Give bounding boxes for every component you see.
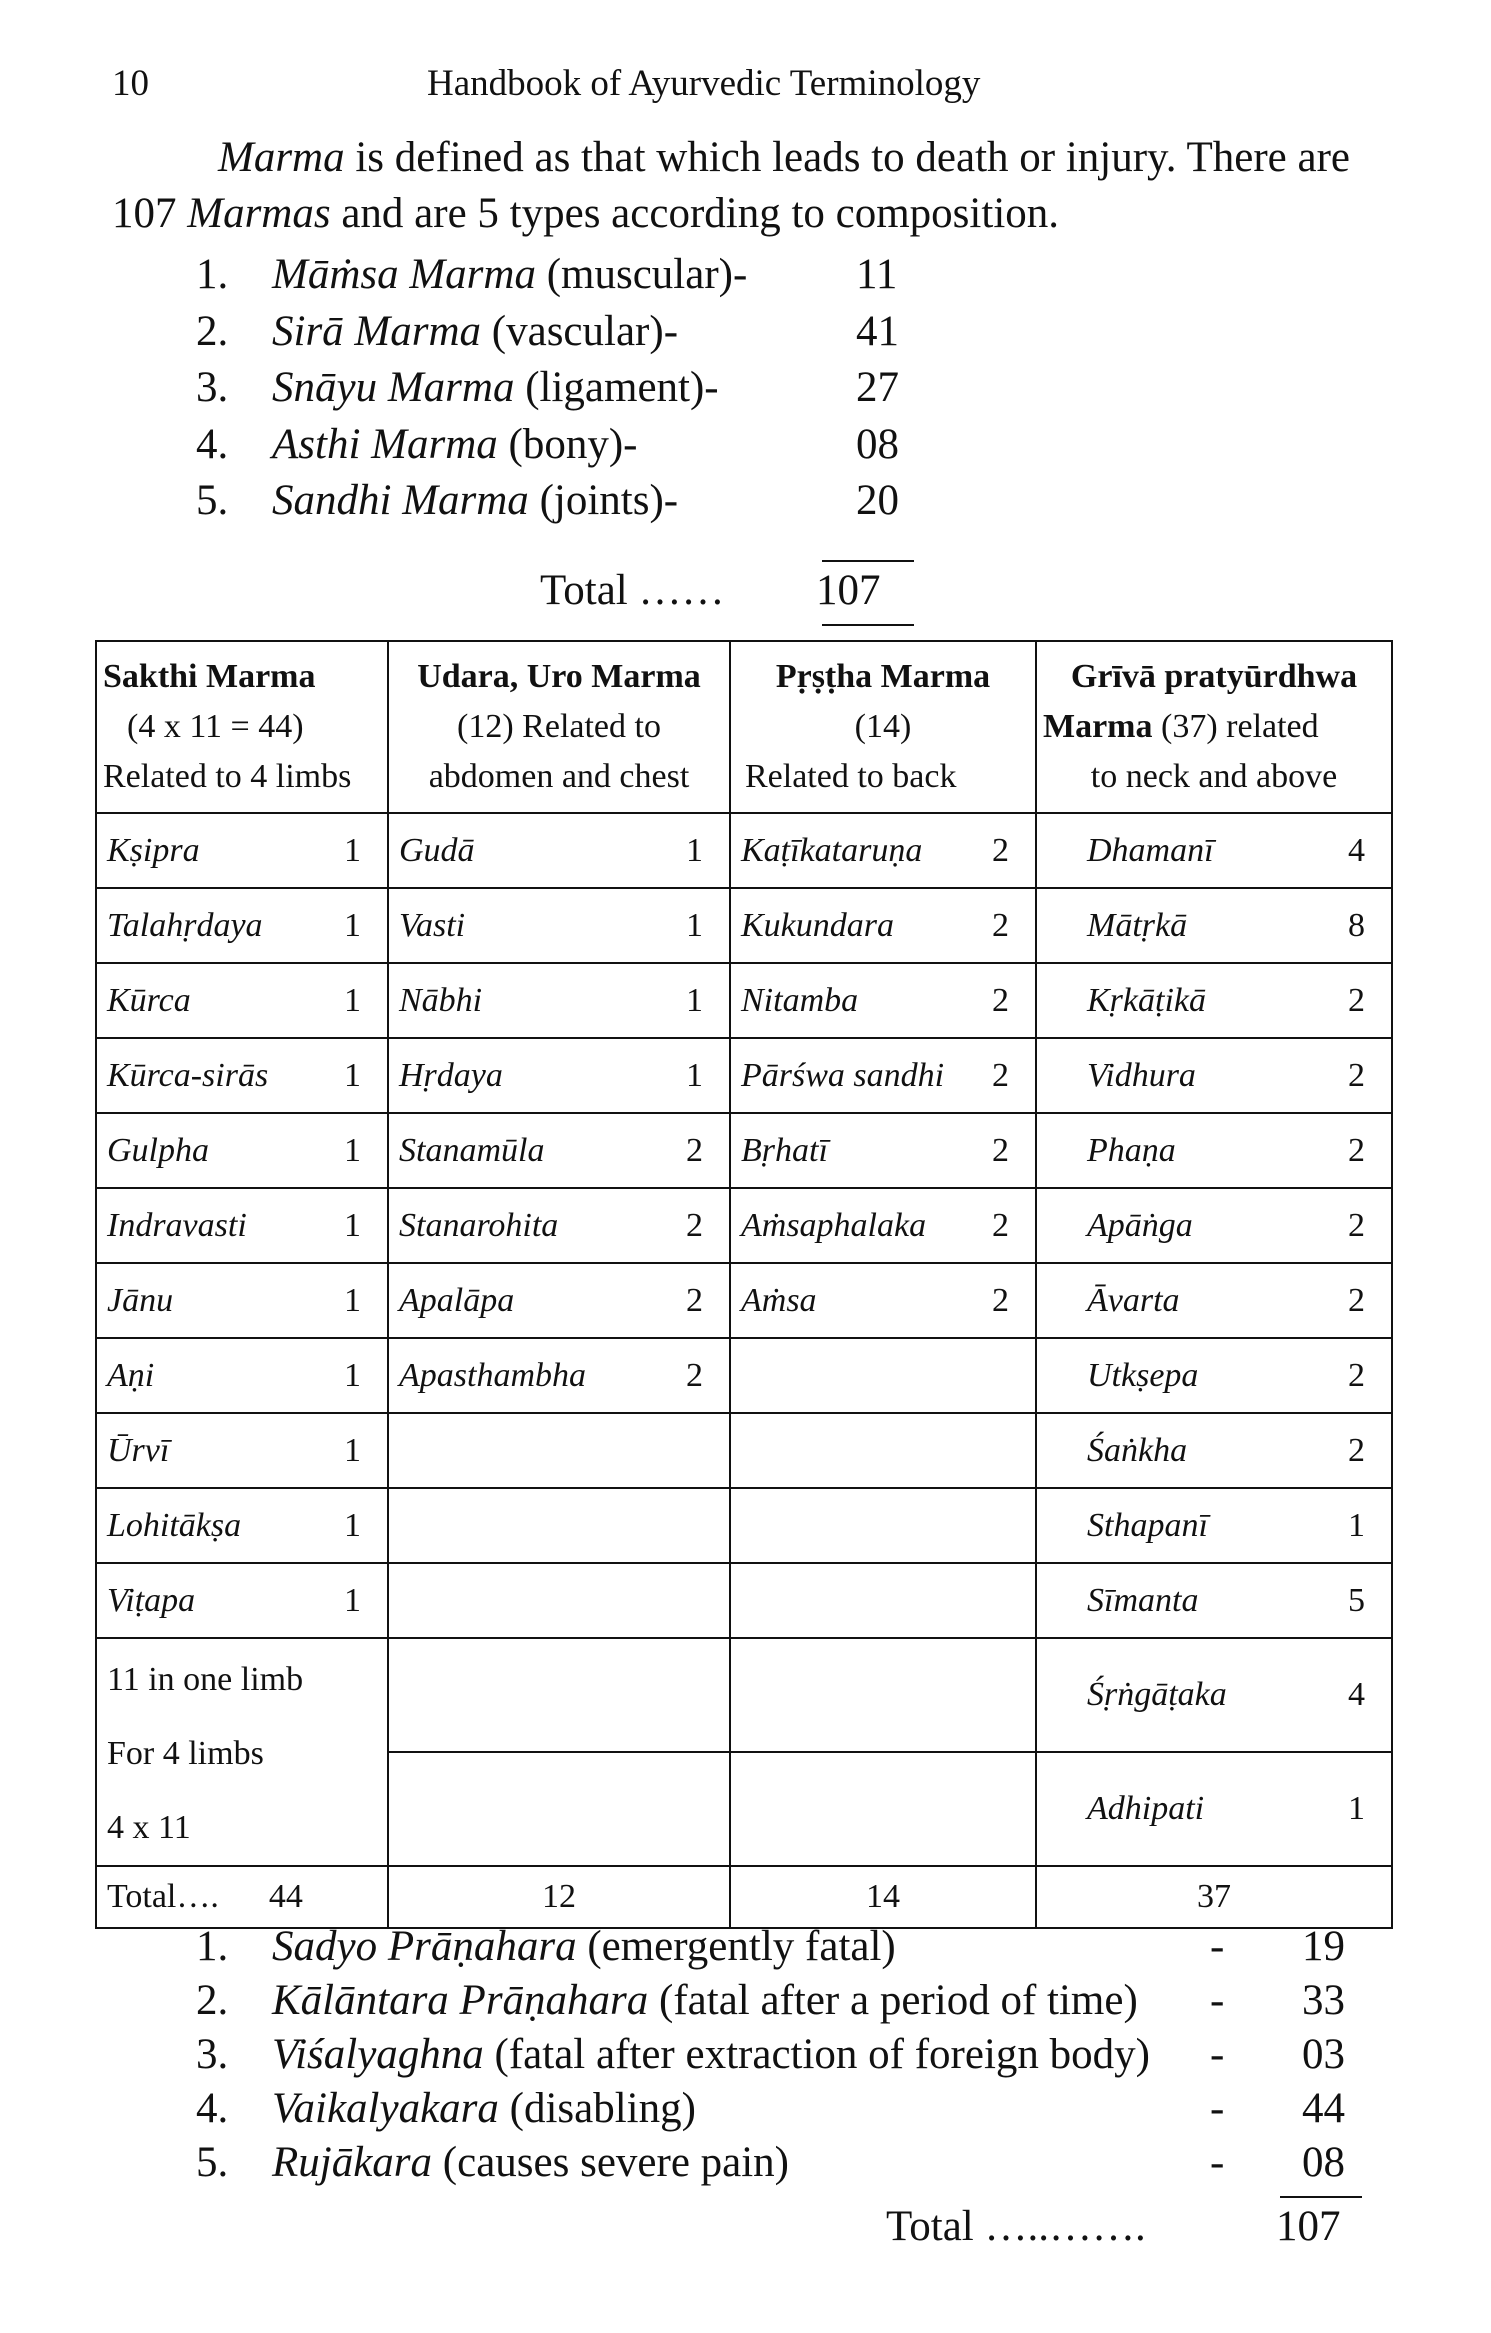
marma-name: Nitamba: [741, 981, 859, 1019]
marma-count: 2: [1348, 1131, 1365, 1169]
table-cell: [1036, 1488, 1392, 1563]
table-cell: [96, 888, 388, 963]
table-cell: [1036, 1752, 1392, 1866]
header-udara: Udara, Uro Marma (12) Related to abdomen and chest: [388, 641, 730, 813]
marma-count: 2: [992, 906, 1009, 944]
marma-count: 2: [992, 1281, 1009, 1319]
table-cell: [1036, 888, 1392, 963]
table-cell: [96, 1113, 388, 1188]
marma-name: Utkṣepa: [1087, 1356, 1199, 1394]
table-cell: [96, 1563, 388, 1638]
marma-types-list: [196, 250, 956, 533]
marma-name: Indravasti: [107, 1206, 247, 1244]
marma-name: Mātṛkā: [1087, 906, 1188, 944]
marma-count: 8: [1348, 906, 1365, 944]
table-cell: [1036, 813, 1392, 888]
table-row: [96, 1263, 1392, 1338]
sakthi-note: [96, 1638, 388, 1866]
marma-name: Bṛhatī: [741, 1131, 828, 1169]
total-cell: 12: [388, 1866, 730, 1928]
marma-name: Viṭapa: [107, 1581, 196, 1619]
list-item: 4. Vaikalyakara (disabling) - 44: [196, 2085, 1345, 2132]
marma-name: Sthapanī: [1087, 1506, 1208, 1544]
total-cell: 14: [730, 1866, 1036, 1928]
marma-name: Kūrca: [107, 981, 191, 1019]
marma-name: Vasti: [399, 906, 466, 944]
empty-cell: [388, 1563, 730, 1638]
marma-table: [95, 640, 1393, 1929]
list-item: 5. Rujākara (causes severe pain) - 08: [196, 2139, 1345, 2186]
marma-count: 1: [344, 1431, 361, 1469]
marma-name: Gulpha: [107, 1131, 209, 1169]
marma-count: 2: [1348, 1281, 1365, 1319]
empty-cell: [730, 1338, 1036, 1413]
marma-count: 1: [686, 1056, 703, 1094]
marma-count: 4: [1348, 831, 1365, 869]
marma-name: Dhamanī: [1087, 831, 1214, 869]
intro-line2-start: 107: [112, 190, 188, 237]
table-cell: [1036, 1038, 1392, 1113]
list-item: 1. Sadyo Prāṇahara (emergently fatal) - 19: [196, 1923, 1345, 1970]
marma-name: Nābhi: [399, 981, 483, 1019]
marma-name: Phaṇa: [1087, 1131, 1176, 1169]
table-cell: [730, 1263, 1036, 1338]
list-item: 1. Māṁsa Marma (muscular)- 11: [196, 251, 898, 298]
total-value: 44: [268, 1878, 303, 1915]
page-number: 10: [112, 63, 149, 104]
marma-name: Apasthambha: [399, 1356, 586, 1394]
table-cell: [388, 1338, 730, 1413]
empty-cell: [388, 1413, 730, 1488]
table-cell: [730, 813, 1036, 888]
table-cell: [730, 1113, 1036, 1188]
table-cell: [388, 888, 730, 963]
intro-line1: is defined as that which leads to death or injury. There are: [344, 134, 1350, 181]
list-item: 2. Kālāntara Prāṇahara (fatal after a period of time) - 33: [196, 1977, 1345, 2024]
marma-count: 2: [1348, 1056, 1365, 1094]
marma-count: 2: [992, 1131, 1009, 1169]
marma-name: Kukundara: [741, 906, 894, 944]
marma-name: Kṣipra: [107, 831, 200, 869]
empty-cell: [388, 1638, 730, 1752]
marma-count: 1: [344, 1206, 361, 1244]
classes-total-rule: [1280, 2196, 1362, 2198]
empty-cell: [388, 1488, 730, 1563]
total-label: Total….: [107, 1878, 219, 1915]
table-cell: [96, 1338, 388, 1413]
table-cell: [1036, 1338, 1392, 1413]
table-row: [96, 1563, 1392, 1638]
empty-cell: [730, 1413, 1036, 1488]
marma-name: Apāṅga: [1087, 1206, 1193, 1244]
intro-term-plural: Marmas: [187, 190, 331, 237]
note-line: For 4 limbs: [107, 1735, 264, 1772]
classes-total: [196, 2202, 1396, 2256]
marma-count: 2: [686, 1131, 703, 1169]
marma-name: Śṛṅgāṭaka: [1087, 1676, 1227, 1713]
running-header: [112, 62, 1382, 112]
marma-name: Aṁsaphalaka: [741, 1206, 927, 1244]
marma-name: Apalāpa: [399, 1281, 515, 1319]
table-cell: [96, 1413, 388, 1488]
marma-name: Talahṛdaya: [107, 906, 263, 944]
table-cell: [730, 1038, 1036, 1113]
table-row: [96, 1188, 1392, 1263]
table-cell: [96, 1488, 388, 1563]
intro-paragraph: [112, 130, 1392, 242]
marma-count: 1: [344, 981, 361, 1019]
table-cell: [730, 963, 1036, 1038]
marma-name: Sīmanta: [1087, 1581, 1199, 1619]
marma-count: 1: [344, 1131, 361, 1169]
empty-cell: [730, 1638, 1036, 1752]
table-header-row: [96, 641, 1392, 813]
table-row: [96, 1413, 1392, 1488]
empty-cell: [730, 1488, 1036, 1563]
table-cell: [96, 1263, 388, 1338]
table-row: [96, 1038, 1392, 1113]
marma-count: 2: [1348, 1431, 1365, 1469]
table-cell: [1036, 1638, 1392, 1752]
table-row: [96, 813, 1392, 888]
marma-name: Stanamūla: [399, 1131, 545, 1169]
table-row: [96, 1338, 1392, 1413]
table-row: [96, 888, 1392, 963]
marma-classification-list: [196, 1922, 1396, 2192]
table-row: [96, 1638, 1392, 1752]
table-cell: [1036, 1188, 1392, 1263]
table-cell: [1036, 963, 1392, 1038]
empty-cell: [730, 1752, 1036, 1866]
table-cell: [96, 963, 388, 1038]
table-cell: [388, 963, 730, 1038]
marma-count: 2: [1348, 1356, 1365, 1394]
types-total-label: Total ……: [540, 567, 725, 614]
list-item: 4. Asthi Marma (bony)- 08: [196, 420, 899, 468]
marma-count: 1: [344, 1581, 361, 1619]
note-line: 4 x 11: [107, 1809, 191, 1846]
list-item: 2. Sirā Marma (vascular)- 41: [196, 307, 899, 355]
marma-count: 1: [1348, 1790, 1365, 1827]
marma-name: Vidhura: [1087, 1056, 1196, 1094]
intro-line2: and are 5 types according to composition.: [330, 190, 1060, 237]
marma-count: 1: [1348, 1506, 1365, 1544]
marma-name: Kaṭīkataruṇa: [741, 831, 923, 869]
marma-count: 2: [686, 1206, 703, 1244]
marma-count: 1: [344, 1281, 361, 1319]
running-title: Handbook of Ayurvedic Terminology: [427, 63, 981, 104]
marma-name: Āvarta: [1087, 1281, 1180, 1319]
marma-count: 2: [992, 831, 1009, 869]
marma-name: Kūrca-sirās: [107, 1056, 269, 1094]
empty-cell: [388, 1752, 730, 1866]
marma-count: 1: [686, 831, 703, 869]
table-cell: [730, 888, 1036, 963]
table-cell: [388, 813, 730, 888]
header-griva: Grīvā pratyūrdhwa Marma (37) related to neck and above: [1036, 641, 1392, 813]
marma-count: 1: [344, 906, 361, 944]
marma-name: Gudā: [399, 831, 475, 869]
marma-name: Stanarohita: [399, 1206, 559, 1244]
total-rule-top: [822, 560, 914, 562]
marma-count: 2: [992, 1056, 1009, 1094]
table-row: [96, 963, 1392, 1038]
classes-total-value: 107: [1276, 2203, 1341, 2250]
table-cell: [388, 1263, 730, 1338]
table-cell: [388, 1188, 730, 1263]
marma-count: 1: [344, 1056, 361, 1094]
marma-count: 1: [344, 1356, 361, 1394]
marma-count: 1: [686, 906, 703, 944]
table-cell: [730, 1188, 1036, 1263]
table-row: [96, 1488, 1392, 1563]
table-cell: [96, 813, 388, 888]
marma-count: 1: [686, 981, 703, 1019]
table-cell: [1036, 1263, 1392, 1338]
marma-count: 5: [1348, 1581, 1365, 1619]
marma-name: Aṁsa: [741, 1281, 817, 1319]
marma-count: 2: [992, 1206, 1009, 1244]
list-item: 3. Snāyu Marma (ligament)- 27: [196, 364, 899, 411]
total-cell: [96, 1866, 388, 1928]
table-row: [96, 1113, 1392, 1188]
intro-term: Marma: [218, 134, 345, 181]
list-item: 3. Viśalyaghna (fatal after extraction of foreign body) - 03: [196, 2031, 1345, 2078]
marma-count: 1: [344, 1506, 361, 1544]
marma-name: Aṇi: [107, 1356, 155, 1394]
types-total-value: 107: [816, 567, 881, 614]
classes-total-label: Total …..…….: [886, 2203, 1146, 2250]
marma-name: Pārśwa sandhi: [741, 1056, 945, 1094]
marma-count: 2: [686, 1356, 703, 1394]
empty-cell: [730, 1563, 1036, 1638]
marma-name: Kṛkāṭikā: [1087, 981, 1206, 1019]
header-prstha: Pṛṣṭha Marma (14) Related to back: [730, 641, 1036, 813]
table-cell: [1036, 1413, 1392, 1488]
total-rule-bottom: [822, 624, 914, 626]
marma-name: Hṛdaya: [399, 1056, 503, 1094]
marma-name: Ūrvī: [107, 1431, 170, 1469]
total-cell: 37: [1036, 1866, 1392, 1928]
table-cell: [388, 1038, 730, 1113]
marma-name: Śaṅkha: [1087, 1431, 1188, 1469]
marma-count: 2: [1348, 981, 1365, 1019]
header-sakthi: Sakthi Marma (4 x 11 = 44) Related to 4 limbs: [96, 641, 388, 813]
marma-name: Lohitākṣa: [107, 1506, 242, 1544]
marma-name: Jānu: [107, 1281, 174, 1319]
table-cell: [388, 1113, 730, 1188]
marma-count: 4: [1348, 1676, 1365, 1713]
marma-count: 2: [1348, 1206, 1365, 1244]
table-cell: [1036, 1563, 1392, 1638]
marma-count: 1: [344, 831, 361, 869]
note-line: 11 in one limb: [107, 1661, 304, 1698]
table-cell: [1036, 1113, 1392, 1188]
marma-name: Adhipati: [1087, 1790, 1205, 1827]
table-cell: [96, 1188, 388, 1263]
marma-count: 2: [992, 981, 1009, 1019]
table-total-row: [96, 1866, 1392, 1928]
marma-count: 2: [686, 1281, 703, 1319]
list-item: 5. Sandhi Marma (joints)- 20: [196, 477, 899, 524]
table-cell: [96, 1038, 388, 1113]
